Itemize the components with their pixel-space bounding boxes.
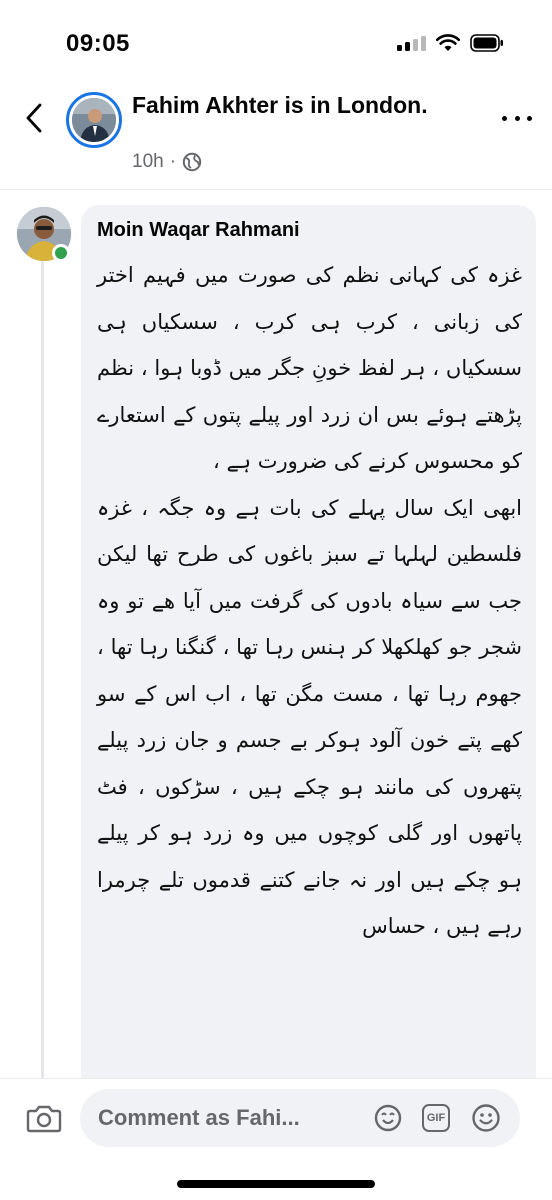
comment-thread <box>0 196 552 1078</box>
online-status-dot <box>52 244 70 262</box>
comment-text: غزہ کی کہانی نظم کی صورت میں فہیم اختر کی زبانی ، کرب ہی کرب ، سسکیاں ہی سسکیاں ، ہر لفظ خونِ جگر میں ڈوبا ہوا ، نظم پڑھتے ہوئے بس ان زرد اور پیلے پتوں کے استعارے کو محسوس کرنے کی ضرورت ہے ، ابھی ایک سال پہلے کی بات ہے وہ جگہ ، غزہ فلسطین لہلہا تے سبز باغوں کی طرح تھا لیکن جب سے سیاہ بادوں کی گرفت میں آیا ھے تو وہ شجر جو کھلکھلا کر ہنس رہا تھا ، گنگنا رہا تھا ، جھوم رہا تھا ، مست مگن تھا ، اب اس کے سو کھے پتے خون آلود ہوکر بے جسم و جان زرد پیلے پتھروں کی مانند ہو چکے ہیں ، سڑکوں ، فٹ پاتھوں اور گلی کوچوں میں وہ زرد ہو کر پیلے ہو چکے ہیں اور نہ جانے کتنے قدموں تلے چرمرا رہے ہیں ، حساس <box>97 263 522 938</box>
comment-bubble <box>81 205 536 1078</box>
globe-icon <box>182 152 202 172</box>
sticker-icon <box>373 1103 403 1133</box>
signal-icon <box>397 35 426 51</box>
author-avatar[interactable] <box>66 92 122 148</box>
post-meta <box>132 151 202 173</box>
camera-icon <box>26 1103 62 1133</box>
battery-icon <box>470 34 504 52</box>
commenter-name[interactable]: Moin Waqar Rahmani <box>97 219 300 241</box>
emoji-button[interactable] <box>470 1102 502 1134</box>
back-button[interactable] <box>16 98 52 138</box>
chevron-left-icon <box>25 103 43 133</box>
more-options-button[interactable] <box>502 108 532 128</box>
post-title: Fahim Akhter is in London. <box>132 92 428 118</box>
meta-separator: · <box>169 151 177 172</box>
sticker-button[interactable] <box>372 1102 404 1134</box>
thread-line <box>41 260 44 1078</box>
status-bar <box>0 0 552 84</box>
comment-input-placeholder: Comment as Fahi... <box>98 1105 300 1130</box>
post-time: 10h <box>132 151 164 172</box>
home-indicator <box>177 1180 375 1188</box>
emoji-icon <box>471 1103 501 1133</box>
comment-input[interactable] <box>80 1089 520 1147</box>
post-header <box>0 84 552 190</box>
status-time: 09:05 <box>66 30 130 57</box>
more-icon <box>502 116 507 121</box>
comment-input-bar <box>0 1078 552 1158</box>
gif-label: GIF <box>426 1112 446 1124</box>
gif-button[interactable] <box>422 1104 450 1132</box>
wifi-icon <box>436 34 460 52</box>
status-icons <box>397 34 504 52</box>
camera-button[interactable] <box>26 1103 62 1135</box>
author-avatar-image <box>72 98 116 142</box>
